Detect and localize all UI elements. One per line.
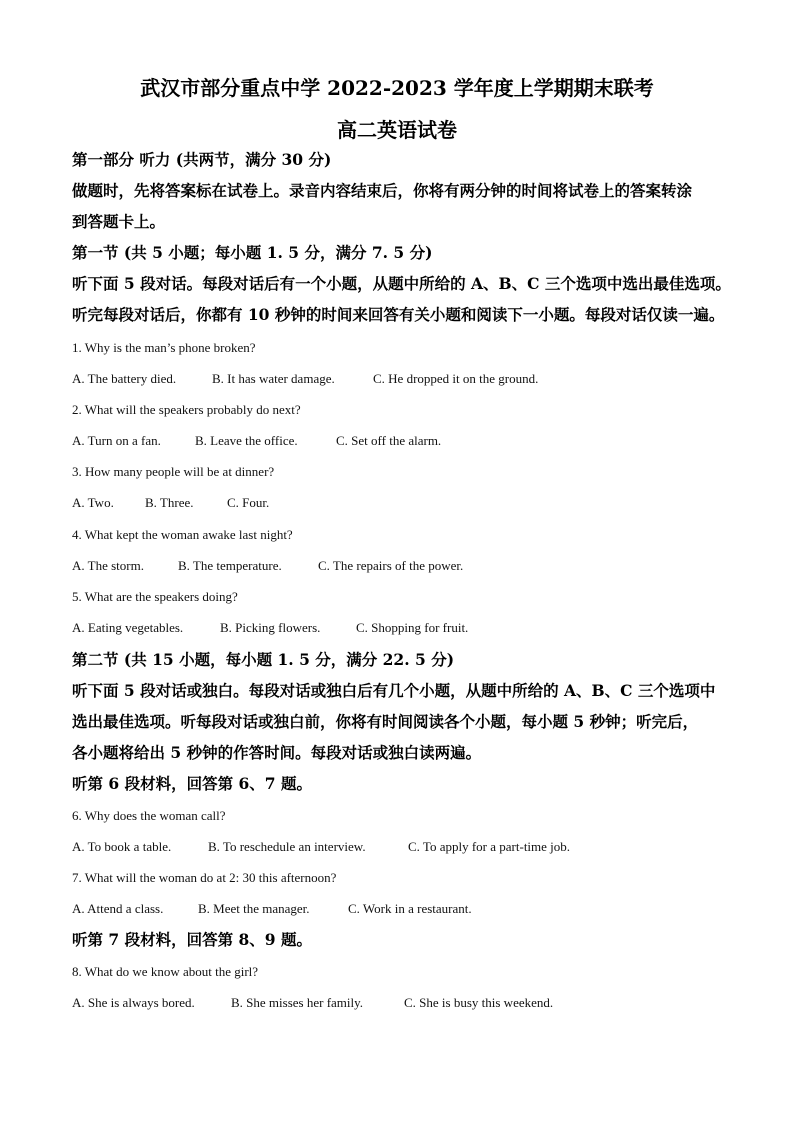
option-a: A. The storm. — [72, 558, 144, 573]
part1-instructions-line1: 做题时，先将答案标在试卷上。录音内容结束后，你将有两分钟的时间将试卷上的答案转涂 — [72, 181, 693, 200]
section2-heading: 第二节 (共 15 小题，每小题 1. 5 分，满分 22. 5 分) — [72, 650, 455, 669]
option-a: A. To book a table. — [72, 839, 172, 854]
part1-heading: 第一部分 听力 (共两节，满分 30 分) — [72, 150, 332, 169]
question-stem: 1. Why is the man’s phone broken? — [72, 340, 256, 355]
option-a: A. Turn on a fan. — [72, 433, 161, 448]
option-c: C. He dropped it on the ground. — [373, 371, 539, 386]
option-b: B. Picking flowers. — [220, 620, 321, 635]
option-a: A. Eating vegetables. — [72, 620, 184, 635]
option-a: A. She is always bored. — [72, 995, 195, 1010]
exam-title: 武汉市部分重点中学 2022-2023 学年度上学期期末联考 — [140, 76, 654, 100]
part1-instructions-line2: 到答题卡上。 — [72, 212, 166, 231]
option-c: C. The repairs of the power. — [318, 558, 464, 573]
question-stem: 3. How many people will be at dinner? — [72, 464, 275, 479]
option-c: C. Four. — [227, 495, 270, 510]
material6-heading: 听第 6 段材料，回答第 6、7 题。 — [72, 774, 312, 793]
option-c: C. Work in a restaurant. — [348, 901, 472, 916]
material7-heading: 听第 7 段材料，回答第 8、9 题。 — [72, 930, 312, 949]
section1-heading: 第一节 (共 5 小题；每小题 1. 5 分，满分 7. 5 分) — [72, 243, 433, 262]
question-stem: 7. What will the woman do at 2: 30 this afternoon? — [72, 870, 337, 885]
question-stem: 4. What kept the woman awake last night? — [72, 527, 293, 542]
option-b: B. It has water damage. — [212, 371, 335, 386]
question-stem: 6. Why does the woman call? — [72, 808, 226, 823]
section2-instructions-line2: 选出最佳选项。听每段对话或独白前，你将有时间阅读各个小题，每小题 5 秒钟；听完后， — [72, 712, 699, 731]
option-a: A. The battery died. — [72, 371, 177, 386]
option-b: B. Meet the manager. — [198, 901, 310, 916]
option-c: C. Set off the alarm. — [336, 433, 442, 448]
section2-instructions-line1: 听下面 5 段对话或独白。每段对话或独白后有几个小题，从题中所给的 A、B、C 三个选项中 — [72, 681, 716, 700]
section1-instructions-line1: 听下面 5 段对话。每段对话后有一个小题，从题中所给的 A、B、C 三个选项中选出最佳选项。 — [72, 274, 731, 293]
question-stem: 8. What do we know about the girl? — [72, 964, 259, 979]
option-b: B. To reschedule an interview. — [208, 839, 366, 854]
question-stem: 2. What will the speakers probably do next? — [72, 402, 301, 417]
option-b: B. The temperature. — [178, 558, 282, 573]
option-c: C. To apply for a part-time job. — [408, 839, 571, 854]
question-stem: 5. What are the speakers doing? — [72, 589, 238, 604]
option-c: C. She is busy this weekend. — [404, 995, 554, 1010]
section2-instructions-line3: 各小题将给出 5 秒钟的作答时间。每段对话或独白读两遍。 — [72, 743, 482, 762]
exam-subtitle: 高二英语试卷 — [337, 118, 457, 142]
option-a: A. Two. — [72, 495, 114, 510]
option-b: B. Leave the office. — [195, 433, 298, 448]
option-b: B. She misses her family. — [231, 995, 364, 1010]
option-c: C. Shopping for fruit. — [356, 620, 469, 635]
option-b: B. Three. — [145, 495, 194, 510]
section1-instructions-line2: 听完每段对话后，你都有 10 秒钟的时间来回答有关小题和阅读下一小题。每段对话仅读一遍。 — [72, 305, 725, 324]
option-a: A. Attend a class. — [72, 901, 164, 916]
